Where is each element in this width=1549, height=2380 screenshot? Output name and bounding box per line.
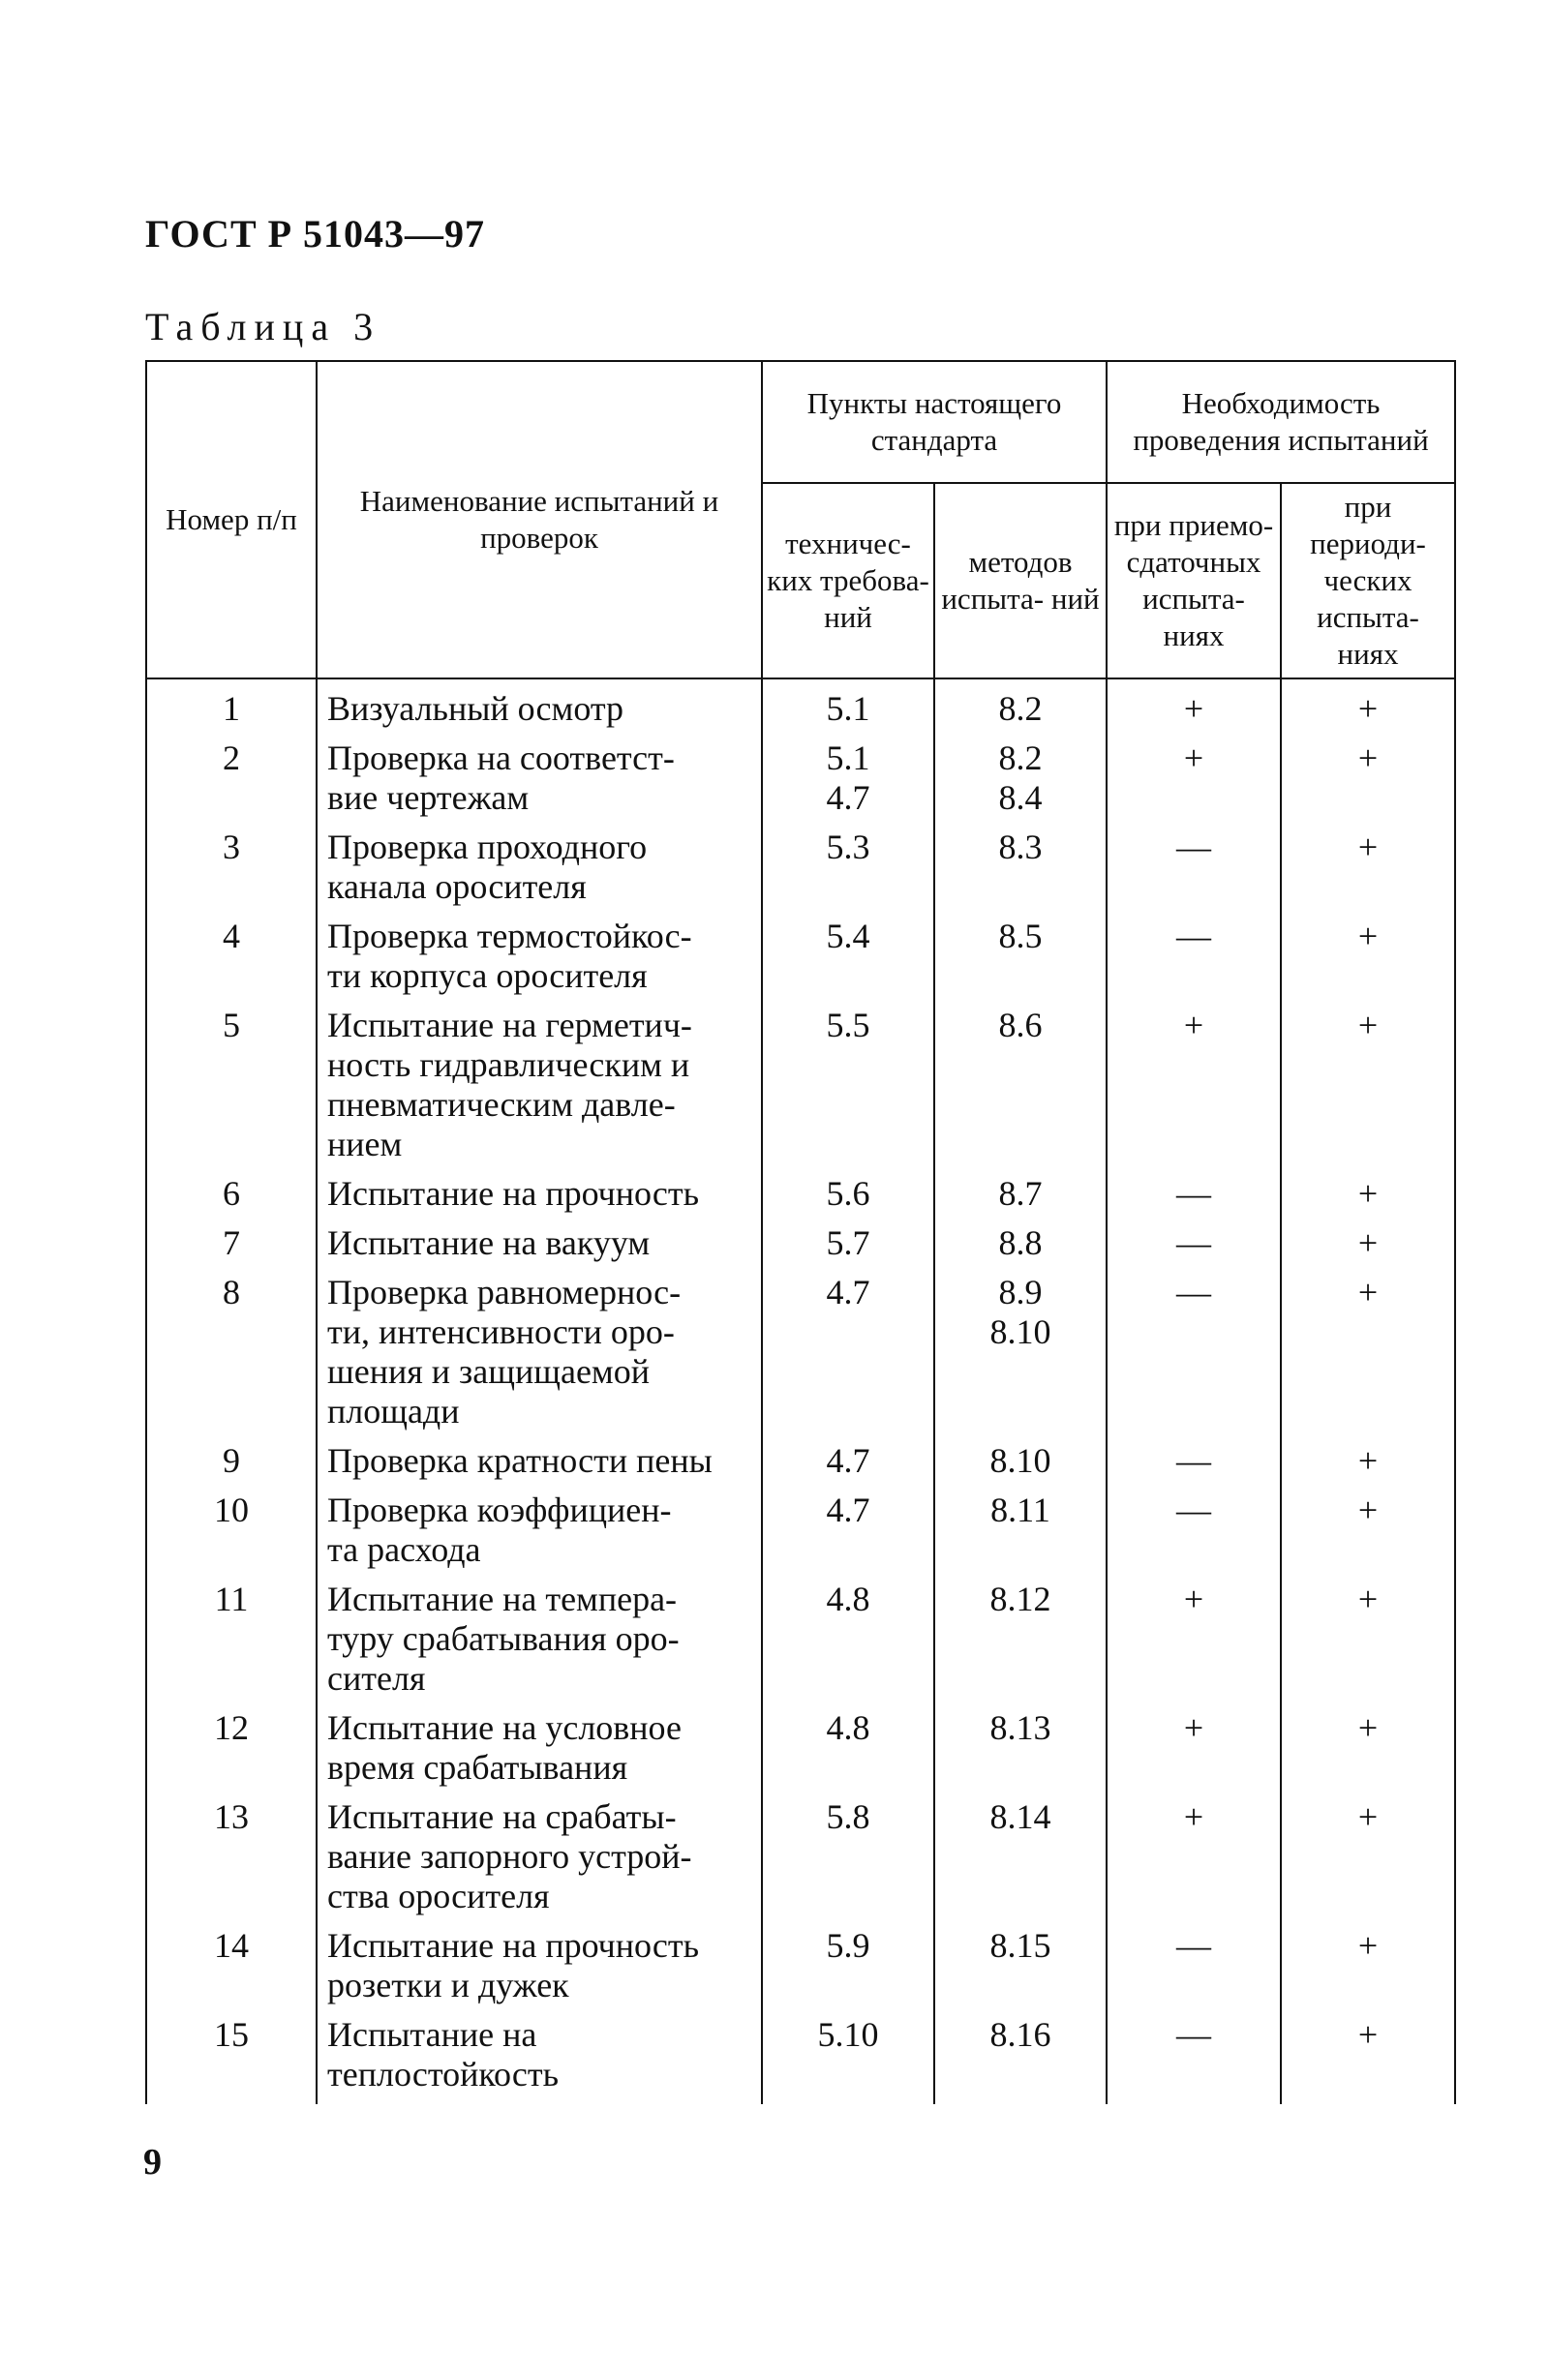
- acceptance-mark: —: [1107, 1920, 1281, 2009]
- test-name-line: туру срабатывания оро-: [327, 1619, 680, 1658]
- test-method-clause-line: 8.5: [998, 917, 1043, 955]
- test-method-clause-line: 8.11: [990, 1491, 1050, 1529]
- document-code: ГОСТ Р 51043—97: [145, 212, 486, 256]
- periodic-mark: +: [1281, 1267, 1455, 1435]
- test-method-clause-line: 8.8: [998, 1223, 1043, 1262]
- test-name-line: Испытание на: [327, 2015, 537, 2054]
- row-number: 2: [146, 733, 317, 822]
- test-name-line: Визуальный осмотр: [327, 689, 624, 728]
- test-name: [317, 678, 762, 733]
- test-name-line: нием: [327, 1125, 403, 1163]
- test-method-clause-line: 8.2: [998, 738, 1043, 777]
- table-row: [146, 1920, 1455, 2009]
- test-method-clause-line: 8.13: [989, 1708, 1051, 1747]
- tech-requirement-clause-line: 4.8: [826, 1708, 870, 1747]
- test-name: [317, 1792, 762, 1920]
- test-method-clause-line: 8.10: [989, 1441, 1051, 1480]
- tech-requirement-clause: [762, 2009, 934, 2104]
- table-row: [146, 1485, 1455, 1574]
- row-number: 14: [146, 1920, 317, 2009]
- test-method-clause: [934, 733, 1107, 822]
- periodic-mark: +: [1281, 1920, 1455, 2009]
- tech-requirement-clause: [762, 1000, 934, 1168]
- periodic-mark: +: [1281, 1702, 1455, 1792]
- test-name-line: та расхода: [327, 1530, 481, 1569]
- tests-table: [145, 360, 1456, 2104]
- periodic-mark: +: [1281, 822, 1455, 911]
- table-row: [146, 1435, 1455, 1485]
- acceptance-mark: +: [1107, 1574, 1281, 1702]
- tech-requirement-clause-line: 4.7: [826, 1491, 870, 1529]
- tech-requirement-clause-line: 5.8: [826, 1797, 870, 1836]
- test-name-line: Проверка на соответст-: [327, 738, 675, 777]
- test-method-clause-line: 8.16: [989, 2015, 1051, 2054]
- acceptance-mark: —: [1107, 2009, 1281, 2104]
- row-number: 13: [146, 1792, 317, 1920]
- test-name: [317, 1000, 762, 1168]
- periodic-mark: +: [1281, 1792, 1455, 1920]
- tech-requirement-clause: [762, 733, 934, 822]
- test-method-clause: [934, 2009, 1107, 2104]
- acceptance-mark: +: [1107, 733, 1281, 822]
- tech-requirement-clause-line: 5.5: [826, 1006, 870, 1044]
- test-method-clause-line: 8.12: [989, 1580, 1051, 1618]
- header-test-methods: методов испыта- ний: [934, 483, 1107, 678]
- test-method-clause: [934, 1792, 1107, 1920]
- periodic-mark: +: [1281, 678, 1455, 733]
- test-name: [317, 911, 762, 1000]
- test-method-clause-line: 8.15: [989, 1926, 1051, 1965]
- test-method-clause: [934, 822, 1107, 911]
- tech-requirement-clause-line: 4.8: [826, 1580, 870, 1618]
- periodic-mark: +: [1281, 1000, 1455, 1168]
- acceptance-mark: —: [1107, 1435, 1281, 1485]
- test-name-line: пневматическим давле-: [327, 1085, 676, 1124]
- test-name-line: Испытание на условное: [327, 1708, 682, 1747]
- test-name-line: Проверка термостойкос-: [327, 917, 692, 955]
- test-name-line: Проверка коэффициен-: [327, 1491, 672, 1529]
- tech-requirement-clause: [762, 911, 934, 1000]
- test-method-clause-line: 8.2: [998, 689, 1043, 728]
- table-row: [146, 1218, 1455, 1267]
- test-method-clause: [934, 1485, 1107, 1574]
- test-method-clause-line: 8.7: [998, 1174, 1043, 1213]
- table-row: [146, 2009, 1455, 2104]
- test-method-clause: [934, 1168, 1107, 1218]
- row-number: 5: [146, 1000, 317, 1168]
- test-name-line: Испытание на темпера-: [327, 1580, 678, 1618]
- test-name: [317, 733, 762, 822]
- test-method-clause: [934, 678, 1107, 733]
- row-number: 15: [146, 2009, 317, 2104]
- tech-requirement-clause: [762, 1792, 934, 1920]
- test-method-clause: [934, 1435, 1107, 1485]
- test-name-line: Испытание на прочность: [327, 1926, 700, 1965]
- table-row: [146, 822, 1455, 911]
- table-row: [146, 1000, 1455, 1168]
- test-name: [317, 1218, 762, 1267]
- test-method-clause: [934, 1702, 1107, 1792]
- test-name: [317, 1267, 762, 1435]
- acceptance-mark: +: [1107, 1792, 1281, 1920]
- test-method-clause-line: 8.9: [998, 1273, 1043, 1311]
- header-num: Номер п/п: [146, 361, 317, 678]
- tech-requirement-clause: [762, 822, 934, 911]
- test-name-line: Испытание на вакуум: [327, 1223, 651, 1262]
- acceptance-mark: —: [1107, 1485, 1281, 1574]
- header-periodic-tests: при периоди- ческих испыта- ниях: [1281, 483, 1455, 678]
- test-name-line: Испытание на прочность: [327, 1174, 700, 1213]
- test-name-line: ства оросителя: [327, 1877, 550, 1915]
- test-name: [317, 1702, 762, 1792]
- tech-requirement-clause-line: 5.3: [826, 828, 870, 866]
- table-row: [146, 1702, 1455, 1792]
- test-name-line: вание запорного устрой-: [327, 1837, 692, 1876]
- test-method-clause-line: 8.3: [998, 828, 1043, 866]
- row-number: 3: [146, 822, 317, 911]
- row-number: 10: [146, 1485, 317, 1574]
- header-need-group: Необходимость проведения испытаний: [1107, 361, 1455, 483]
- table-row: [146, 733, 1455, 822]
- test-name-line: розетки и дужек: [327, 1966, 569, 2004]
- row-number: 4: [146, 911, 317, 1000]
- header-name: Наименование испытаний и проверок: [317, 361, 762, 678]
- test-method-clause-line: 8.14: [989, 1797, 1051, 1836]
- tech-requirement-clause-line: 5.10: [817, 2015, 879, 2054]
- tech-requirement-clause: [762, 1267, 934, 1435]
- test-method-clause: [934, 1920, 1107, 2009]
- tech-requirement-clause-line: 4.7: [826, 1273, 870, 1311]
- test-method-clause: [934, 911, 1107, 1000]
- table-row: [146, 1267, 1455, 1435]
- test-name: [317, 1920, 762, 2009]
- tech-requirement-clause-line: 5.1: [826, 738, 870, 777]
- test-name-line: канала оросителя: [327, 867, 587, 906]
- tech-requirement-clause: [762, 1435, 934, 1485]
- periodic-mark: +: [1281, 2009, 1455, 2104]
- tech-requirement-clause-line: 5.1: [826, 689, 870, 728]
- periodic-mark: +: [1281, 733, 1455, 822]
- tech-requirement-clause-line: 5.4: [826, 917, 870, 955]
- tech-requirement-clause: [762, 1574, 934, 1702]
- test-name: [317, 1485, 762, 1574]
- tech-requirement-clause: [762, 1920, 934, 2009]
- test-name-line: сителя: [327, 1659, 426, 1698]
- table-title: Таблица 3: [145, 305, 381, 348]
- row-number: 8: [146, 1267, 317, 1435]
- tech-requirement-clause: [762, 1702, 934, 1792]
- table-row: [146, 1574, 1455, 1702]
- row-number: 9: [146, 1435, 317, 1485]
- test-name-line: ти, интенсивности оро-: [327, 1312, 675, 1351]
- tech-requirement-clause-line: 5.9: [826, 1926, 870, 1965]
- row-number: 1: [146, 678, 317, 733]
- periodic-mark: +: [1281, 1485, 1455, 1574]
- periodic-mark: +: [1281, 1574, 1455, 1702]
- header-acceptance-tests: при приемо- сдаточных испыта- ниях: [1107, 483, 1281, 678]
- test-name: [317, 1574, 762, 1702]
- tech-requirement-clause-line: 5.7: [826, 1223, 870, 1262]
- acceptance-mark: +: [1107, 678, 1281, 733]
- acceptance-mark: +: [1107, 1000, 1281, 1168]
- page-number: 9: [143, 2142, 162, 2183]
- test-method-clause-line: 8.4: [998, 778, 1043, 817]
- test-name-line: ность гидравлическим и: [327, 1045, 690, 1084]
- row-number: 12: [146, 1702, 317, 1792]
- test-name: [317, 1168, 762, 1218]
- tech-requirement-clause-line: 4.7: [826, 778, 870, 817]
- test-name-line: время срабатывания: [327, 1748, 628, 1787]
- test-name-line: площади: [327, 1392, 460, 1431]
- table-row: [146, 678, 1455, 733]
- tech-requirement-clause: [762, 1218, 934, 1267]
- test-name-line: Испытание на герметич-: [327, 1006, 692, 1044]
- test-method-clause-line: 8.6: [998, 1006, 1043, 1044]
- test-method-clause: [934, 1000, 1107, 1168]
- row-number: 11: [146, 1574, 317, 1702]
- test-method-clause: [934, 1218, 1107, 1267]
- tech-requirement-clause-line: 5.6: [826, 1174, 870, 1213]
- test-method-clause: [934, 1574, 1107, 1702]
- tech-requirement-clause-line: 4.7: [826, 1441, 870, 1480]
- test-name-line: шения и защищаемой: [327, 1352, 650, 1391]
- test-name-line: Проверка равномернос-: [327, 1273, 682, 1311]
- test-name-line: теплостойкость: [327, 2055, 560, 2094]
- row-number: 6: [146, 1168, 317, 1218]
- row-number: 7: [146, 1218, 317, 1267]
- table-row: [146, 1168, 1455, 1218]
- tech-requirement-clause: [762, 1168, 934, 1218]
- acceptance-mark: —: [1107, 911, 1281, 1000]
- test-name: [317, 822, 762, 911]
- acceptance-mark: —: [1107, 1218, 1281, 1267]
- tech-requirement-clause: [762, 678, 934, 733]
- test-method-clause: [934, 1267, 1107, 1435]
- periodic-mark: +: [1281, 1168, 1455, 1218]
- test-name-line: вие чертежам: [327, 778, 530, 817]
- test-name: [317, 1435, 762, 1485]
- test-name-line: Проверка кратности пены: [327, 1441, 713, 1480]
- test-method-clause-line: 8.10: [989, 1312, 1051, 1351]
- acceptance-mark: +: [1107, 1702, 1281, 1792]
- acceptance-mark: —: [1107, 1168, 1281, 1218]
- test-name-line: Проверка проходного: [327, 828, 648, 866]
- table-row: [146, 911, 1455, 1000]
- test-name-line: ти корпуса оросителя: [327, 956, 648, 995]
- table-row: [146, 1792, 1455, 1920]
- acceptance-mark: —: [1107, 1267, 1281, 1435]
- acceptance-mark: —: [1107, 822, 1281, 911]
- table-body: [146, 678, 1455, 2104]
- periodic-mark: +: [1281, 911, 1455, 1000]
- header-tech-requirements: техничес- ких требова- ний: [762, 483, 934, 678]
- periodic-mark: +: [1281, 1435, 1455, 1485]
- header-points-group: Пункты настоящего стандарта: [762, 361, 1107, 483]
- test-name: [317, 2009, 762, 2104]
- periodic-mark: +: [1281, 1218, 1455, 1267]
- tech-requirement-clause: [762, 1485, 934, 1574]
- test-name-line: Испытание на срабаты-: [327, 1797, 677, 1836]
